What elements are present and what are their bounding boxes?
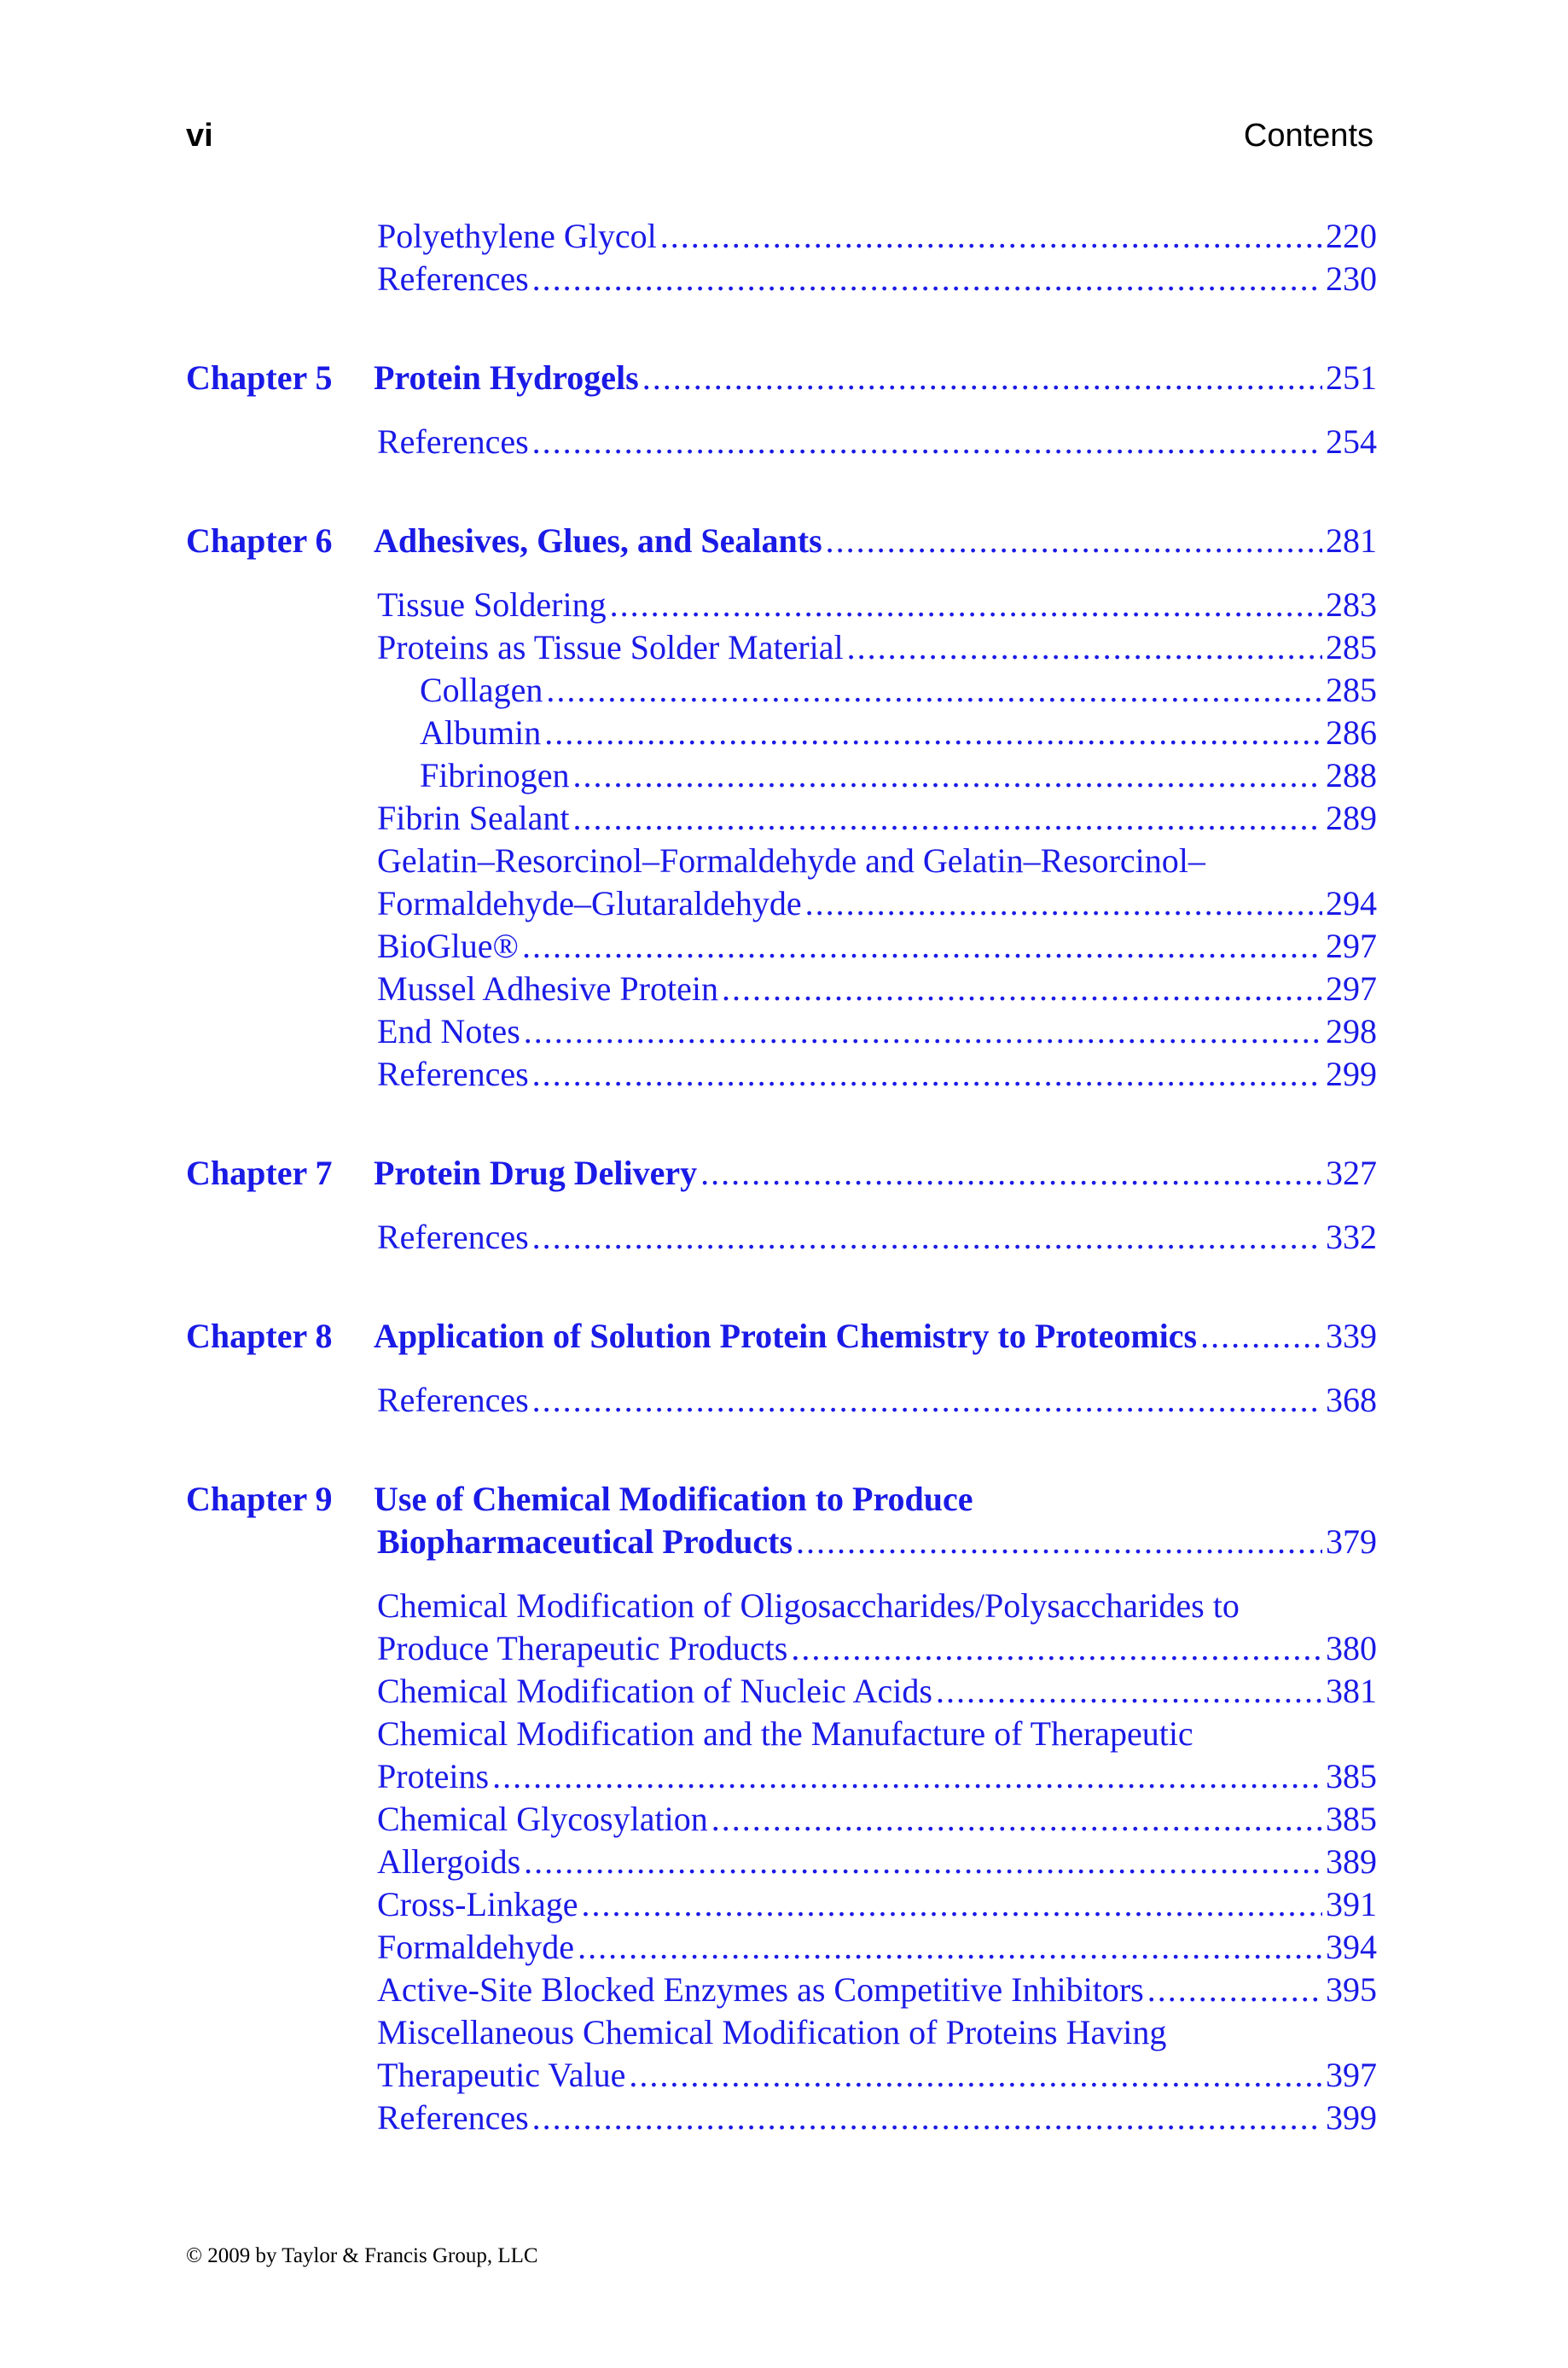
leader-dots [660, 213, 1322, 259]
leader-dots [532, 2095, 1322, 2141]
toc-entry-page: 381 [1326, 1672, 1377, 1710]
toc-entry-title: Cross-Linkage [377, 1885, 578, 1923]
toc-entry-title: Produce Therapeutic Products [377, 1629, 788, 1667]
toc-entry-page: 299 [1326, 1055, 1377, 1093]
leader-dots [524, 1839, 1322, 1885]
toc-entry-page: 298 [1326, 1012, 1377, 1050]
leader-dots [1200, 1313, 1322, 1359]
leader-dots [722, 966, 1322, 1012]
leader-dots [805, 881, 1322, 927]
toc-entry-tissue-soldering[interactable] [377, 582, 1377, 628]
toc-entry-formaldehyde[interactable] [377, 1924, 1377, 1970]
toc-entry-title: Mussel Adhesive Protein [377, 969, 718, 1008]
leader-dots [573, 753, 1322, 799]
toc-entry-references[interactable] [377, 419, 1377, 465]
toc-entry-collagen[interactable] [420, 667, 1377, 713]
toc-entry-title-line1[interactable]: Chemical Modification of Oligosaccharides/Polysaccharides to [377, 1586, 1240, 1625]
chapter-page: 281 [1326, 521, 1377, 560]
leader-dots [532, 1051, 1322, 1097]
chapter-7-heading[interactable] [374, 1150, 1377, 1196]
toc-entry-page: 285 [1326, 671, 1377, 709]
toc-entry-title: Formaldehyde–Glutaraldehyde [377, 884, 802, 922]
toc-entry-page: 391 [1326, 1885, 1377, 1923]
chapter-5-heading[interactable] [374, 355, 1377, 401]
toc-entry-page: 397 [1326, 2056, 1377, 2094]
toc-entry-chem-mod-oligosaccharides[interactable] [377, 1626, 1377, 1672]
leader-dots [796, 1519, 1322, 1565]
leader-dots [492, 1754, 1322, 1800]
toc-entry-title: Proteins as Tissue Solder Material [377, 628, 844, 666]
toc-entry-title: Albumin [420, 713, 542, 752]
toc-entry-title: References [377, 1055, 529, 1093]
leader-dots [936, 1668, 1322, 1714]
leader-dots [791, 1626, 1322, 1672]
toc-entry-title: References [377, 1381, 529, 1419]
toc-entry-page: 288 [1326, 756, 1377, 794]
chapter-8-heading[interactable] [374, 1313, 1377, 1359]
toc-entry-misc-chem-mod[interactable] [377, 2052, 1377, 2098]
chapter-6-heading[interactable] [374, 518, 1377, 564]
toc-entry-title: Proteins [377, 1757, 490, 1795]
toc-entry-cross-linkage[interactable] [377, 1882, 1377, 1928]
toc-entry-references[interactable] [377, 2095, 1377, 2141]
leader-dots [524, 1009, 1322, 1055]
toc-entry-page: 289 [1326, 799, 1377, 837]
toc-entry-title: References [377, 1218, 529, 1256]
toc-entry-title: BioGlue® [377, 927, 519, 965]
toc-entry-title: Fibrin Sealant [377, 799, 570, 837]
chapter-7-label: Chapter 7 [186, 1154, 333, 1192]
toc-entry-title: Allergoids [377, 1842, 521, 1881]
toc-entry-title: References [377, 259, 529, 298]
leader-dots [847, 625, 1322, 671]
toc-entry-page: 395 [1326, 1970, 1377, 2009]
toc-entry-title: End Notes [377, 1012, 520, 1050]
leader-dots [700, 1150, 1322, 1196]
toc-entry-page: 394 [1326, 1928, 1377, 1966]
leader-dots [573, 795, 1322, 841]
toc-entry-title: Polyethylene Glycol [377, 217, 657, 255]
toc-entry-page: 399 [1326, 2098, 1377, 2137]
running-title: Contents [1243, 118, 1373, 154]
toc-entry-polyethylene-glycol[interactable] [377, 213, 1377, 259]
toc-entry-references[interactable] [377, 1214, 1377, 1260]
leader-dots [532, 256, 1322, 302]
chapter-title: Application of Solution Protein Chemistry to Proteomics [374, 1317, 1198, 1355]
toc-entry-albumin[interactable] [420, 710, 1377, 756]
toc-entry-page: 294 [1326, 884, 1377, 922]
chapter-title: Biopharmaceutical Products [377, 1522, 793, 1561]
chapter-title: Protein Hydrogels [374, 358, 639, 397]
chapter-page: 251 [1326, 358, 1377, 397]
toc-entry-title: Chemical Modification of Nucleic Acids [377, 1672, 932, 1710]
toc-entry-page: 283 [1326, 585, 1377, 624]
leader-dots [578, 1924, 1322, 1970]
leader-dots [532, 419, 1322, 465]
leader-dots [546, 667, 1322, 713]
leader-dots [629, 2052, 1322, 2098]
toc-entry-title: Tissue Soldering [377, 585, 607, 624]
copyright-footer: © 2009 by Taylor & Francis Group, LLC [186, 2244, 538, 2267]
chapter-6-label: Chapter 6 [186, 521, 333, 560]
leader-dots [532, 1214, 1322, 1260]
toc-entry-chem-mod-nucleic-acids[interactable] [377, 1668, 1377, 1714]
toc-entry-page: 297 [1326, 927, 1377, 965]
toc-entry-title: References [377, 422, 529, 461]
leader-dots [610, 582, 1322, 628]
leader-dots [826, 518, 1322, 564]
toc-entry-allergoids[interactable] [377, 1839, 1377, 1885]
leader-dots [532, 1377, 1322, 1423]
toc-entry-fibrin-sealant[interactable] [377, 795, 1377, 841]
toc-entry-title: Therapeutic Value [377, 2056, 626, 2094]
leader-dots [544, 710, 1322, 756]
chapter-title: Protein Drug Delivery [374, 1154, 698, 1192]
leader-dots [711, 1796, 1322, 1842]
toc-entry-page: 389 [1326, 1842, 1377, 1881]
toc-entry-title-line1[interactable]: Chemical Modification and the Manufacture of Therapeutic [377, 1714, 1193, 1753]
leader-dots [1147, 1967, 1322, 2013]
chapter-9-label: Chapter 9 [186, 1480, 333, 1518]
chapter-title: Adhesives, Glues, and Sealants [374, 521, 822, 560]
toc-entry-title: References [377, 2098, 529, 2137]
leader-dots [642, 355, 1322, 401]
toc-entry-gelatin-resorcinol[interactable] [377, 881, 1377, 927]
toc-entry-chemical-glycosylation[interactable] [377, 1796, 1377, 1842]
toc-entry-page: 385 [1326, 1757, 1377, 1795]
toc-entry-references[interactable] [377, 1051, 1377, 1097]
toc-entry-active-site-blocked[interactable] [377, 1967, 1377, 2013]
leader-dots [522, 923, 1322, 969]
toc-entry-end-notes[interactable] [377, 1009, 1377, 1055]
toc-entry-title: Collagen [420, 671, 543, 709]
toc-entry-page: 220 [1326, 217, 1377, 255]
chapter-page: 339 [1326, 1317, 1377, 1355]
toc-entry-proteins-tissue-solder[interactable] [377, 625, 1377, 671]
page-number: vi [186, 118, 213, 154]
chapter-page: 327 [1326, 1154, 1377, 1192]
toc-entry-page: 385 [1326, 1800, 1377, 1838]
toc-entry-page: 230 [1326, 259, 1377, 298]
toc-entry-mussel-adhesive[interactable] [377, 966, 1377, 1012]
toc-entry-bioglue[interactable] [377, 923, 1377, 969]
toc-entry-page: 332 [1326, 1218, 1377, 1256]
chapter-8-label: Chapter 8 [186, 1317, 333, 1355]
chapter-page: 379 [1326, 1522, 1377, 1561]
toc-entry-title: Formaldehyde [377, 1928, 575, 1966]
toc-entry-fibrinogen[interactable] [420, 753, 1377, 799]
chapter-9-title-line1[interactable]: Use of Chemical Modification to Produce [374, 1480, 973, 1518]
toc-entry-references[interactable] [377, 256, 1377, 302]
toc-entry-references[interactable] [377, 1377, 1377, 1423]
toc-entry-title: Active-Site Blocked Enzymes as Competitive Inhibitors [377, 1970, 1144, 2009]
leader-dots [582, 1882, 1322, 1928]
toc-entry-title-line1[interactable]: Miscellaneous Chemical Modification of Proteins Having [377, 2013, 1167, 2051]
toc-entry-page: 286 [1326, 713, 1377, 752]
chapter-5-label: Chapter 5 [186, 358, 333, 397]
toc-entry-title: Fibrinogen [420, 756, 570, 794]
toc-entry-chem-mod-therapeutic-proteins[interactable] [377, 1754, 1377, 1800]
toc-entry-page: 285 [1326, 628, 1377, 666]
toc-entry-page: 297 [1326, 969, 1377, 1008]
toc-entry-page: 380 [1326, 1629, 1377, 1667]
chapter-9-heading[interactable] [377, 1519, 1377, 1565]
toc-entry-page: 254 [1326, 422, 1377, 461]
toc-entry-page: 368 [1326, 1381, 1377, 1419]
toc-entry-title: Chemical Glycosylation [377, 1800, 708, 1838]
toc-entry-title-line1[interactable]: Gelatin–Resorcinol–Formaldehyde and Gelatin–Resorcinol– [377, 841, 1205, 880]
